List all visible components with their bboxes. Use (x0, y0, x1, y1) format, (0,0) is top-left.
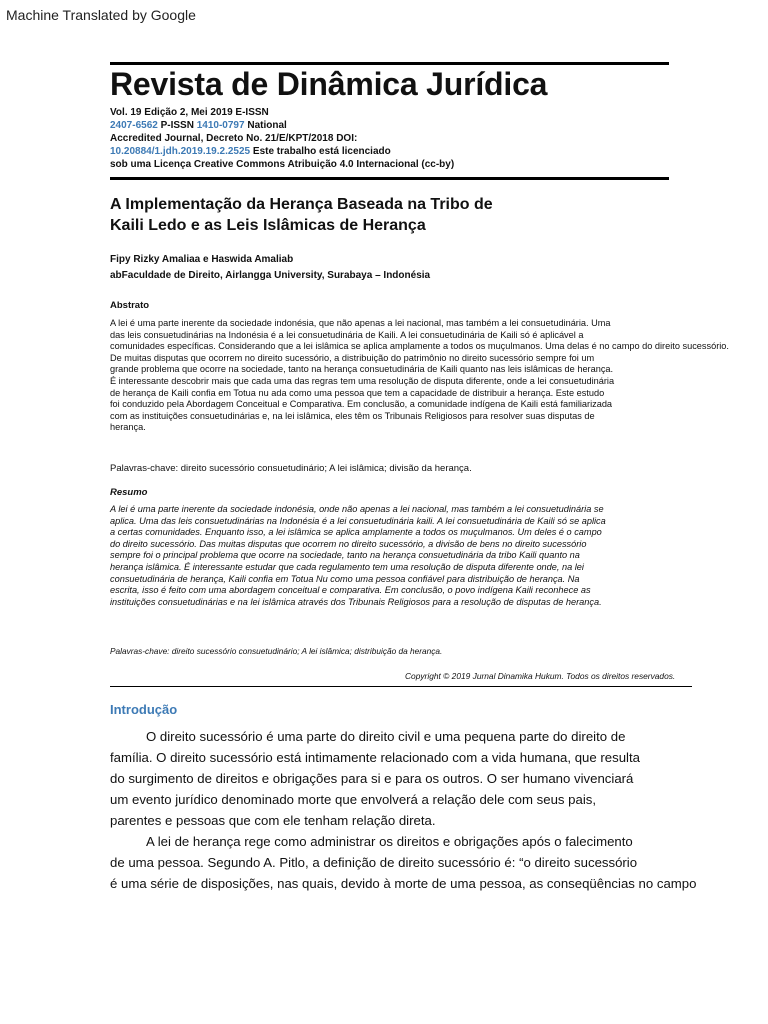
body-line: parentes e pessoas que com ele tenham relação direta. (110, 813, 436, 828)
body-line: é uma série de disposições, nas quais, devido à morte de uma pessoa, as conseqüências no campo (110, 876, 697, 891)
resumo-line: instituições consuetudinárias e na lei islâmica através dos Tribunais Religiosos para a resolução de disputas de herança. (110, 596, 602, 607)
resumo-heading: Resumo (110, 487, 148, 498)
resumo-line: sempre foi o principal problema que ocorre na sociedade, tanto na herança consuetudinária da tribo Kaili quanto na (110, 550, 580, 561)
abstract-line: foi conduzido pela Abordagem Conceitual e Comparativa. Em conclusão, a comunidade indígena de Kaili está familiarizada (110, 399, 613, 410)
meta-accreditation: Accredited Journal, Decreto No. 21/E/KPT/2018 DOI: (110, 133, 358, 144)
doi-link[interactable]: 10.20884/1.jdh.2019.19.2.2525 (110, 146, 251, 157)
meta-doi-line (110, 145, 454, 158)
resumo-line: a certas comunidades. Enquanto isso, a lei islâmica se aplica amplamente a todos os muçulmanos. Um deles é o campo (110, 527, 602, 538)
abstract-body (110, 318, 768, 434)
body-line: O direito sucessório é uma parte do direito civil e uma pequena parte do direito de (146, 729, 626, 744)
resumo-line: consuetudinária de herança, Kaili confia em Totua Nu como uma pessoa confiável para distribuição de herança. Na (110, 573, 580, 584)
resumo-line: A lei é uma parte inerente da sociedade indonésia, onde não apenas a lei nacional, mas também a lei consuetudinária se (110, 504, 604, 514)
journal-title: Revista de Dinâmica Jurídica (110, 66, 548, 102)
body-line: de uma pessoa. Segundo A. Pitlo, a definição de direito sucessório é: “o direito sucessório (110, 855, 638, 870)
abstract-line: A lei é uma parte inerente da sociedade indonésia, que não apenas a lei nacional, mas também a lei consuetudinária. Uma (110, 318, 611, 328)
license-text: Este trabalho está licenciado (250, 146, 391, 157)
authors-block (110, 252, 430, 284)
resumo-body (110, 504, 606, 608)
resumo-line: escrita, isso é feito com uma abordagem conceitual e comparativa. Em conclusão, o povo indígena Kaili reconhece as (110, 585, 591, 596)
meta-issn-line (110, 119, 454, 132)
abstract-line: das leis consuetudinárias na Indonésia é a lei consuetudinária de Kaili. A lei consuetudinária de Kaili só é aplicável a (110, 329, 584, 340)
header-bottom-rule (110, 177, 669, 180)
pissn-link[interactable]: 1410-0797 (196, 120, 245, 131)
article-title-line: A Implementação da Herança Baseada na Tribo de (110, 196, 493, 213)
abstract-line: herança. (110, 422, 146, 433)
machine-translated-banner: Machine Translated by Google (6, 7, 196, 23)
journal-meta (110, 106, 454, 171)
intro-heading: Introdução (110, 702, 178, 717)
copyright-rule (110, 686, 692, 687)
abstract-line: de herança de Kaili confia em Totua nu ada como uma pessoa que tem a capacidade de distribuir a herança. Este estudo (110, 387, 605, 398)
national-label: National (244, 120, 287, 131)
affiliation: abFaculdade de Direito, Airlangga University, Surabaya – Indonésia (110, 270, 431, 281)
keywords: Palavras-chave: direito sucessório consuetudinário; A lei islâmica; divisão da herança. (110, 463, 472, 474)
eissn-link[interactable]: 2407-6562 (110, 120, 158, 131)
abstract-line: grande problema que ocorre na sociedade, tanto na herança consuetudinária de Kaili quanto nas leis islâmicas de herança. (110, 364, 614, 375)
abstract-line: comunidades específicas. Considerando que a lei islâmica se aplica amplamente a todos os muçulmanos. Uma delas é no campo do direito sucessório. (110, 341, 729, 352)
article-title (110, 194, 493, 236)
resumo-line: aplica. Uma das leis consuetudinárias na Indonésia é a lei consuetudinária kaili. A lei consuetudinária de Kaili só se aplica (110, 515, 606, 526)
article-title-line: Kaili Ledo e as Leis Islâmicas de Herança (110, 217, 426, 234)
resumo-line: do direito sucessório. Das muitas disputas que ocorrem no direito sucessório, a divisão de bens no direito sucessório (110, 538, 587, 549)
intro-body (110, 726, 696, 894)
body-line: do surgimento de direitos e obrigações para si e para os outros. O ser humano vivenciará (110, 771, 634, 786)
top-rule (110, 62, 669, 65)
body-line: A lei de herança rege como administrar os direitos e obrigações após o falecimento (146, 834, 633, 849)
body-line: um evento jurídico denominado morte que envolverá a relação dele com seus pais, (110, 792, 597, 807)
abstract-heading: Abstrato (110, 300, 150, 311)
abstract-line: É interessante descobrir mais que cada uma das regras tem uma resolução de disputa diferente, onde a lei consuetudinária (110, 375, 615, 386)
copyright: Copyright © 2019 Jurnal Dinamika Hukum. Todos os direitos reservados. (405, 671, 676, 681)
abstract-line: De muitas disputas que ocorrem no direito sucessório, a distribuição do patrimônio no direito sucessório sempre foi um (110, 352, 595, 363)
meta-license: sob uma Licença Creative Commons Atribuição 4.0 Internacional (cc-by) (110, 159, 455, 170)
keywords-resumo: Palavras-chave: direito sucessório consuetudinário; A lei islâmica; distribuição da herança. (110, 646, 443, 656)
resumo-line: herança islâmica. É interessante estudar que cada regulamento tem uma resolução de disputa diferente onde, na lei (110, 561, 584, 572)
abstract-line: com as instituições consuetudinárias e, na lei islâmica, eles têm os Tribunais Religiosos para resolver suas disputas de (110, 410, 595, 421)
pissn-label: P-ISSN (157, 120, 197, 131)
meta-volume: Vol. 19 Edição 2, Mei 2019 E-ISSN (110, 107, 269, 118)
body-line: família. O direito sucessório está intimamente relacionado com a vida humana, que resulta (110, 750, 640, 765)
authors: Fipy Rizky Amaliaa e Haswida Amaliab (110, 254, 294, 265)
